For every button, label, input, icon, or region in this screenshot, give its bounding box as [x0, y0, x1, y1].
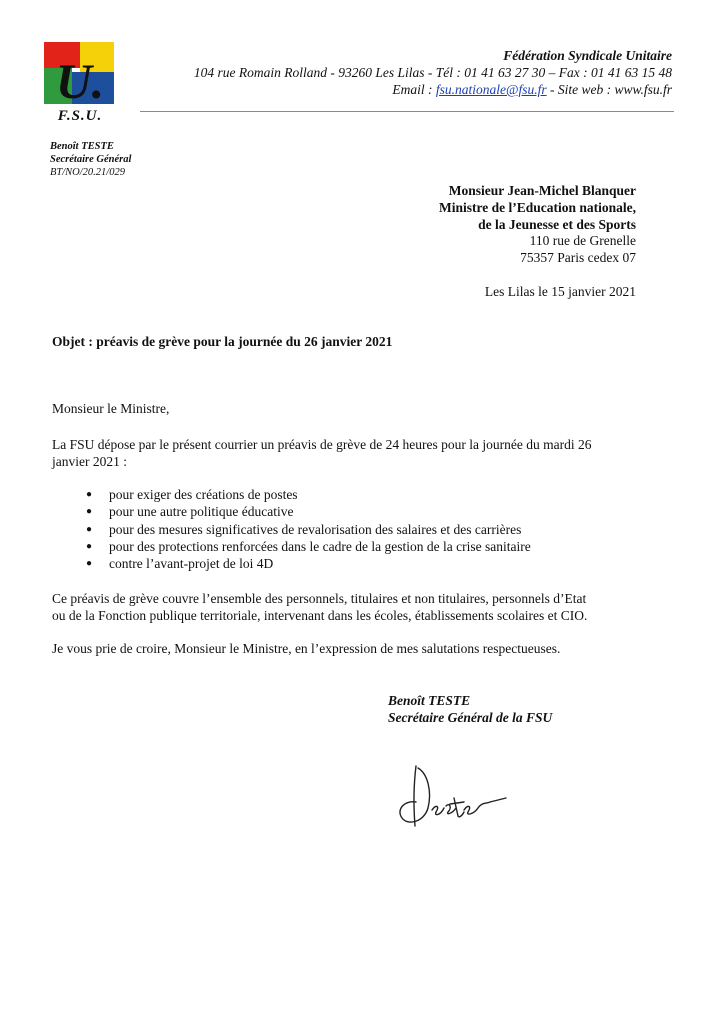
recipient-city: 75357 Paris cedex 07 — [520, 250, 636, 265]
signatory-name: Benoît TESTE — [388, 693, 471, 708]
demands-list — [86, 486, 531, 572]
recipient-street: 110 rue de Grenelle — [529, 233, 636, 248]
sender-name: Benoît TESTE — [50, 141, 114, 152]
bullet-icon: ● — [86, 523, 93, 535]
organization-address: 104 rue Romain Rolland - 93260 Les Lilas - Tél : 01 41 63 27 30 – Fax : 01 41 63 15 48 — [193, 65, 672, 80]
bullet-icon: ● — [86, 540, 93, 552]
intro-line-2: janvier 2021 : — [52, 454, 127, 469]
bullet-icon: ● — [86, 558, 93, 570]
salutation: Monsieur le Ministre, — [52, 401, 170, 416]
fsu-logo — [42, 40, 118, 124]
scope-line-2: ou de la Fonction publique territoriale, intervenant dans les écoles, établissements scolaires et CIO. — [52, 608, 588, 623]
svg-text:U.: U. — [55, 53, 105, 109]
handwritten-signature — [394, 762, 512, 832]
list-item: ● pour exiger des créations de postes — [86, 487, 298, 502]
bullet-icon: ● — [86, 489, 93, 500]
recipient-name: Monsieur Jean-Michel Blanquer — [448, 183, 636, 198]
list-item: ● pour des protections renforcées dans le cadre de la gestion de la crise sanitaire — [86, 538, 531, 554]
closing-formula: Je vous prie de croire, Monsieur le Ministre, en l’expression de mes salutations respectueuses. — [52, 641, 561, 656]
header-divider — [140, 111, 674, 112]
email-label: Email : — [392, 82, 433, 97]
email-link[interactable]: fsu.nationale@fsu.fr — [435, 82, 547, 97]
organization-name: Fédération Syndicale Unitaire — [503, 48, 672, 63]
website-text: - Site web : www.fsu.fr — [549, 82, 672, 97]
letter-subject: Objet : préavis de grève pour la journée du 26 janvier 2021 — [52, 334, 393, 349]
sender-title: Secrétaire Général — [50, 154, 132, 165]
sender-reference: BT/NO/20.21/029 — [50, 167, 125, 178]
list-item: ● pour une autre politique éducative — [86, 504, 294, 520]
recipient-title-1: Ministre de l’Education nationale, — [438, 200, 636, 215]
organization-contact — [392, 81, 672, 98]
list-item: ● contre l’avant-projet de loi 4D — [86, 556, 274, 572]
signatory-title: Secrétaire Général de la FSU — [388, 710, 553, 725]
svg-text:F.S.U.: F.S.U. — [57, 108, 103, 124]
bullet-icon: ● — [86, 506, 93, 518]
recipient-title-2: de la Jeunesse et des Sports — [478, 217, 636, 232]
intro-line-1: La FSU dépose par le présent courrier un préavis de grève de 24 heures pour la journée du mardi 26 — [52, 437, 592, 452]
place-date: Les Lilas le 15 janvier 2021 — [484, 284, 636, 299]
list-item: ● pour des mesures significatives de revalorisation des salaires et des carrières — [86, 521, 522, 537]
scope-line-1: Ce préavis de grève couvre l’ensemble des personnels, titulaires et non titulaires, personnels d’Etat — [52, 591, 587, 606]
